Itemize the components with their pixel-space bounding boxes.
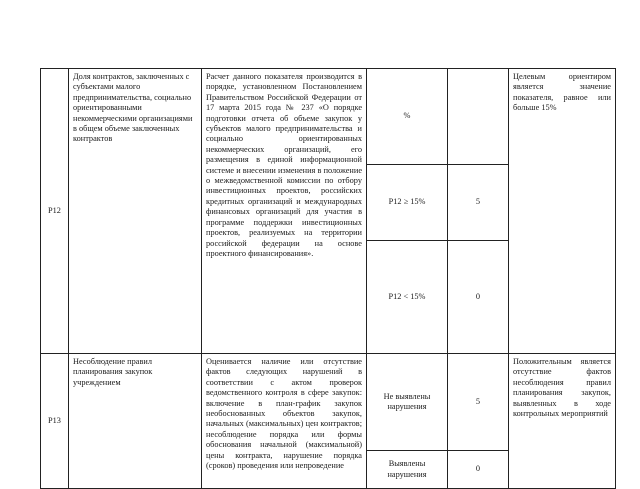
calculation-method: Оценивается наличие или отсутствие фактов следующих нарушений в соответствии с актом проверок ведомственного контроля в сфере закупок: включение в план-график закупок необоснованных объектов закупок, начальных (максимальных) цен контрактов; несоблюдение порядка или формы обоснования начальной (максимальной) цены контракта, нарушение порядка (сроков) проведения или непроведение	[202, 354, 367, 489]
row-code: P13	[41, 354, 69, 489]
table-row-p12	[41, 69, 616, 165]
calculation-method: Расчет данного показателя производится в порядке, установленном Постановлением Правительством Российской Федерации от 17 марта 2015 года № 237 «О порядке подготовки отчета об объеме закупок у субъектов малого предпринимательства и социально ориентированных некоммерческих организаций, его размещения в единой информационной системе и внесении изменения в положение о межведомственной комиссии по отбору инвестиционных проектов, российских кредитных организаций и международных финансовых организаций для участия в программе поддержки инвестиционных проектов, реализуемых на территории российской федерации на основе проектного финансирования».	[202, 69, 367, 354]
criterion-condition: Выявлены нарушения	[367, 451, 448, 489]
criterion-score: 5	[448, 165, 509, 241]
score-header-empty	[448, 69, 509, 165]
unit-header: %	[367, 69, 448, 165]
row-code: P12	[41, 69, 69, 354]
criteria-table	[40, 68, 616, 489]
indicator-name: Несоблюдение правил планирования закупок учреждением	[69, 354, 202, 489]
criterion-condition: P12 < 15%	[367, 241, 448, 354]
indicator-name: Доля контрактов, заключенных с субъектами малого предпринимательства, социально ориентированными некоммерческими организациями в общем объеме заключенных контрактов	[69, 69, 202, 354]
criterion-score: 5	[448, 354, 509, 451]
criterion-score: 0	[448, 451, 509, 489]
criterion-condition: Не выявлены нарушения	[367, 354, 448, 451]
criterion-score: 0	[448, 241, 509, 354]
criterion-condition: P12 ≥ 15%	[367, 165, 448, 241]
table-row-p13	[41, 354, 616, 451]
target-note: Целевым ориентиром является значение показателя, равное или больше 15%	[509, 69, 616, 354]
target-note: Положительным является отсутствие фактов несоблюдения правил планирования закупок, выявленных в ходе контрольных мероприятий	[509, 354, 616, 489]
